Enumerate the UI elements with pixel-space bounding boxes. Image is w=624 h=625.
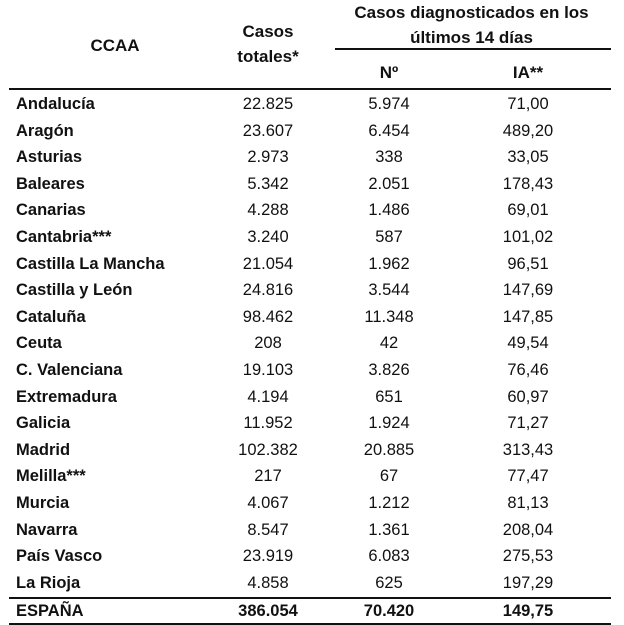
row-num: 338 — [375, 148, 403, 167]
row-casos-totales: 19.103 — [242, 360, 294, 379]
row-num: 1.212 — [368, 493, 410, 512]
header-casos-totales — [212, 19, 324, 69]
row-num: 1.924 — [368, 414, 410, 433]
row-casos-totales: 5.342 — [247, 174, 289, 193]
row-ia: 96,51 — [507, 254, 549, 273]
row-name: Canarias — [16, 201, 86, 220]
row-ia: 101,02 — [502, 227, 554, 246]
row-name: Cantabria*** — [16, 227, 112, 246]
header-casos-totales-text: Casos totales* — [237, 22, 299, 66]
total-row — [0, 599, 624, 623]
row-num: 625 — [375, 573, 403, 592]
header-ia: IA** — [512, 63, 544, 82]
total-casos-totales: 386.054 — [238, 602, 298, 620]
row-ia: 49,54 — [507, 334, 549, 353]
row-name: C. Valenciana — [16, 360, 123, 379]
table-row — [0, 357, 624, 384]
row-casos-totales: 11.952 — [243, 414, 293, 433]
row-name: País Vasco — [16, 547, 103, 566]
row-name: Murcia — [16, 493, 70, 512]
total-name: ESPAÑA — [16, 602, 84, 620]
row-ia: 76,46 — [507, 360, 549, 379]
row-ia: 147,85 — [502, 307, 554, 326]
row-name: Baleares — [16, 174, 85, 193]
row-ia: 69,01 — [507, 201, 549, 220]
row-name: Asturias — [16, 148, 83, 167]
table-row — [0, 118, 624, 145]
row-name: Madrid — [16, 440, 71, 459]
table-row — [0, 197, 624, 224]
row-casos-totales: 23.607 — [242, 121, 294, 140]
row-casos-totales: 217 — [254, 467, 282, 486]
row-ia: 71,00 — [507, 95, 549, 113]
total-ia: 149,75 — [502, 602, 554, 620]
row-num: 42 — [379, 334, 399, 353]
row-name: Extremadura — [16, 387, 117, 406]
row-casos-totales: 208 — [254, 334, 282, 353]
table-row — [0, 277, 624, 304]
table-body — [0, 91, 624, 596]
row-name: Navarra — [16, 520, 78, 539]
row-num: 6.083 — [368, 547, 410, 566]
header-casos-diagnosticados-line2: últimos 14 días — [410, 28, 533, 47]
row-ia: 197,29 — [502, 573, 554, 592]
row-num: 587 — [375, 227, 403, 246]
row-casos-totales: 102.382 — [238, 440, 298, 459]
row-ia: 60,97 — [507, 387, 549, 406]
row-num: 1.962 — [368, 254, 410, 273]
table-row — [0, 144, 624, 171]
table-row — [0, 437, 624, 464]
row-ia: 178,43 — [502, 174, 554, 193]
subheader-rule — [335, 48, 611, 50]
row-name: Castilla y León — [16, 281, 133, 300]
table-row — [0, 543, 624, 570]
row-num: 651 — [375, 387, 403, 406]
table-row — [0, 330, 624, 357]
row-name: Andalucía — [16, 95, 95, 113]
row-casos-totales: 24.816 — [242, 281, 294, 300]
row-name: Ceuta — [16, 334, 62, 353]
row-num: 67 — [379, 467, 399, 486]
row-ia: 147,69 — [502, 281, 554, 300]
row-num: 6.454 — [368, 121, 410, 140]
row-name: Melilla*** — [16, 467, 86, 486]
row-casos-totales: 4.067 — [247, 493, 289, 512]
row-ia: 77,47 — [507, 467, 549, 486]
row-casos-totales: 2.973 — [247, 148, 289, 167]
header-num: Nº — [379, 63, 399, 82]
table-row — [0, 171, 624, 198]
row-casos-totales: 4.858 — [247, 573, 289, 592]
row-num: 1.361 — [368, 520, 410, 539]
row-casos-totales: 22.825 — [242, 95, 294, 113]
header-casos-diagnosticados — [335, 0, 608, 50]
row-ia: 81,13 — [507, 493, 549, 512]
table-row — [0, 517, 624, 544]
row-ia: 489,20 — [502, 121, 554, 140]
table-row — [0, 384, 624, 411]
row-num: 2.051 — [368, 174, 410, 193]
row-ia: 313,43 — [502, 440, 554, 459]
row-name: Galicia — [16, 414, 71, 433]
row-ia: 71,27 — [507, 414, 549, 433]
row-num: 5.974 — [368, 95, 410, 113]
row-name: Cataluña — [16, 307, 86, 326]
row-casos-totales: 8.547 — [247, 520, 289, 539]
table-row — [0, 410, 624, 437]
table-row — [0, 463, 624, 490]
row-casos-totales: 3.240 — [247, 227, 289, 246]
row-ia: 33,05 — [507, 148, 549, 167]
row-num: 3.544 — [368, 281, 410, 300]
row-num: 11.348 — [364, 307, 414, 326]
table-row — [0, 224, 624, 251]
row-name: Castilla La Mancha — [16, 254, 165, 273]
table-row — [0, 304, 624, 331]
table-row — [0, 251, 624, 278]
row-casos-totales: 98.462 — [242, 307, 294, 326]
row-num: 1.486 — [368, 201, 410, 220]
row-ia: 275,53 — [502, 547, 554, 566]
table-row — [0, 91, 624, 118]
row-casos-totales: 4.194 — [247, 387, 289, 406]
table-row — [0, 570, 624, 597]
row-casos-totales: 23.919 — [242, 547, 294, 566]
row-ia: 208,04 — [502, 520, 554, 539]
header-casos-diagnosticados-line1: Casos diagnosticados en los — [354, 3, 589, 22]
row-casos-totales: 21.054 — [242, 254, 294, 273]
row-num: 3.826 — [368, 360, 410, 379]
header-bottom-rule — [9, 88, 611, 90]
header-ccaa: CCAA — [90, 36, 140, 55]
row-name: La Rioja — [16, 573, 81, 592]
total-num: 70.420 — [363, 602, 415, 620]
row-casos-totales: 4.288 — [247, 201, 289, 220]
row-name: Aragón — [16, 121, 74, 140]
table-row — [0, 490, 624, 517]
row-num: 20.885 — [363, 440, 415, 459]
